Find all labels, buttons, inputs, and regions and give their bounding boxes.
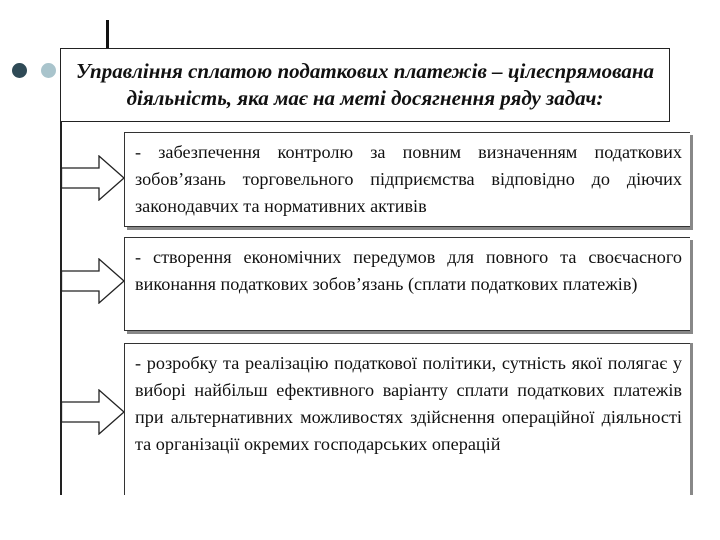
light-bullet-icon — [41, 63, 56, 78]
task-box-1 — [124, 132, 690, 227]
task-text-2: - створення економічних передумов для повного та своєчасного виконання податкових зобов’язань (сплати податкових платежів) — [135, 247, 682, 294]
dark-bullet-icon — [12, 63, 27, 78]
title-text: Управління сплатою податкових платежів – цілеспрямована діяльність, яка має на меті досягнення ряду задач: — [76, 59, 654, 110]
arrow-right-icon — [61, 258, 125, 304]
arrow-right-icon — [61, 155, 125, 201]
task-box-3 — [124, 343, 690, 495]
task-text-3: - розробку та реалізацію податкової політики, сутність якої полягає у виборі найбільш ефективного варіанту сплати податкових платежів при альтернативних можливостях здійснення операційної діяльності та організації окремих господарських операцій — [135, 353, 682, 454]
task-box-2 — [124, 237, 690, 331]
arrow-right-icon — [61, 389, 125, 435]
title-box — [60, 48, 670, 122]
task-text-1: - забезпечення контролю за повним визначенням податкових зобов’язань торговельного підприємства відповідно до діючих законодавчих та нормативних активів — [135, 142, 682, 216]
